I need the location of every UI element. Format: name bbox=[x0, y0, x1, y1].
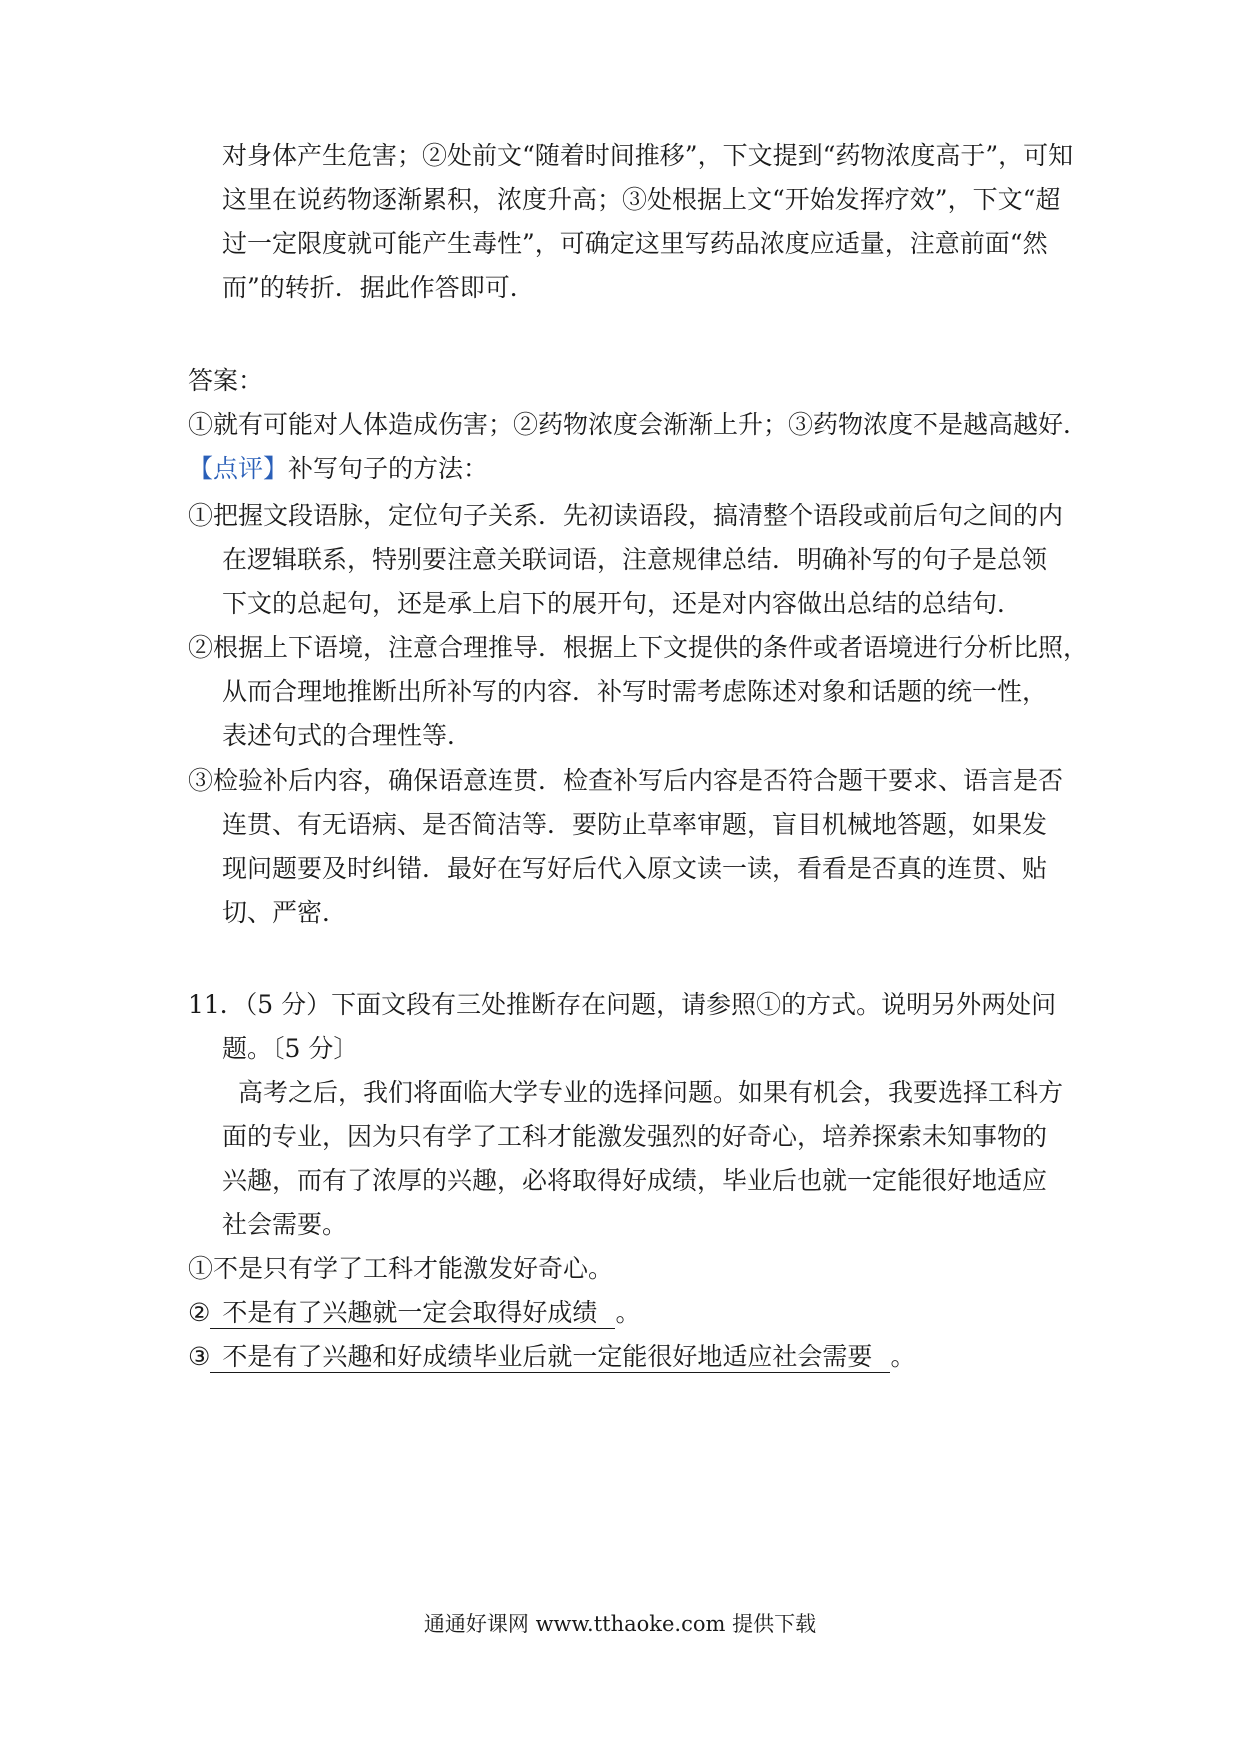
passage-line: 高考之后，我们将面临大学专业的选择问题。如果有机会，我要选择工科方 bbox=[238, 1078, 1064, 1107]
analysis-line: 这里在说药物逐渐累积，浓度升高；③处根据上文“开始发挥疗效”，下文“超 bbox=[222, 185, 1061, 214]
method-line: 连贯、有无语病、是否简洁等．要防止草率审题，盲目机械地答题，如果发 bbox=[222, 810, 1048, 839]
method-line: 在逻辑联系，特别要注意关联词语，注意规律总结．明确补写的句子是总领 bbox=[222, 545, 1048, 574]
passage-line: 社会需要。 bbox=[222, 1210, 348, 1239]
question-stem: 题。〔5 分〕 bbox=[222, 1034, 359, 1063]
comment-heading bbox=[188, 452, 488, 486]
answer-2-mark: ② bbox=[188, 1298, 211, 1327]
question-stem: 11．（5 分）下面文段有三处推断存在问题，请参照①的方式。说明另外两处问 bbox=[188, 990, 1057, 1019]
method-line: 从而合理地推断出所补写的内容．补写时需考虑陈述对象和话题的统一性， bbox=[222, 677, 1048, 706]
method-line: 下文的总起句，还是承上启下的展开句，还是对内容做出总结的总结句． bbox=[222, 589, 1023, 618]
answer-3-end: 。 bbox=[890, 1342, 916, 1371]
method-line: 切、严密． bbox=[222, 898, 348, 927]
answer-3-blank: 不是有了兴趣和好成绩毕业后就一定能很好地适应社会需要 bbox=[210, 1342, 890, 1373]
footer-source: 通通好课网 www.tthaoke.com 提供下载 bbox=[423, 1612, 817, 1636]
answer-2-end: 。 bbox=[615, 1298, 641, 1327]
answer-3-mark: ③ bbox=[188, 1342, 211, 1371]
method-line: 表述句式的合理性等． bbox=[222, 721, 473, 750]
comment-tag: 【点评】 bbox=[188, 454, 289, 483]
analysis-line: 过一定限度就可能产生毒性”，可确定这里写药品浓度应适量，注意前面“然 bbox=[222, 229, 1048, 258]
method-line: ②根据上下语境，注意合理推导．根据上下文提供的条件或者语境进行分析比照， bbox=[188, 633, 1089, 662]
answer-1: ①不是只有学了工科才能激发好奇心。 bbox=[188, 1254, 614, 1283]
passage-line: 面的专业，因为只有学了工科才能激发强烈的好奇心，培养探索未知事物的 bbox=[222, 1122, 1048, 1151]
answer-text: ①就有可能对人体造成伤害；②药物浓度会渐渐上升；③药物浓度不是越高越好． bbox=[188, 410, 1089, 439]
answer-label: 答案： bbox=[188, 366, 264, 395]
method-line: ③检验补后内容，确保语意连贯．检查补写后内容是否符合题干要求、语言是否 bbox=[188, 766, 1064, 795]
answer-3 bbox=[188, 1340, 915, 1374]
method-line: ①把握文段语脉，定位句子关系．先初读语段，搞清整个语段或前后句之间的内 bbox=[188, 501, 1064, 530]
answer-2 bbox=[188, 1296, 640, 1330]
analysis-line: 对身体产生危害；②处前文“随着时间推移”，下文提到“药物浓度高于”，可知 bbox=[222, 141, 1074, 170]
comment-title: 补写句子的方法： bbox=[288, 454, 489, 483]
analysis-line: 而”的转折．据此作答即可． bbox=[222, 273, 535, 302]
passage-line: 兴趣，而有了浓厚的兴趣，必将取得好成绩，毕业后也就一定能很好地适应 bbox=[222, 1166, 1048, 1195]
answer-2-blank: 不是有了兴趣就一定会取得好成绩 bbox=[210, 1298, 615, 1329]
method-line: 现问题要及时纠错．最好在写好后代入原文读一读，看看是否真的连贯、贴 bbox=[222, 854, 1048, 883]
